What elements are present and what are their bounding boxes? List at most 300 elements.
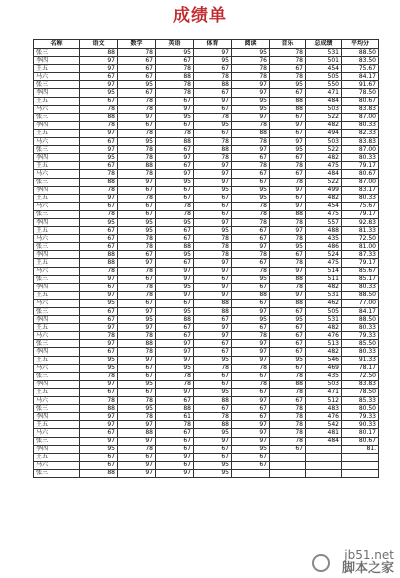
score-cell[interactable]: 78 — [270, 218, 306, 226]
score-cell[interactable]: 97 — [194, 259, 232, 267]
score-cell[interactable]: 78 — [80, 372, 118, 380]
score-cell[interactable]: 78 — [156, 380, 194, 388]
score-cell[interactable]: 88 — [156, 73, 194, 81]
name-cell[interactable]: 李四 — [34, 186, 80, 194]
name-cell[interactable]: 张三 — [34, 308, 80, 316]
score-cell[interactable]: 67 — [80, 388, 118, 396]
score-cell[interactable]: 67 — [80, 235, 118, 243]
score-cell[interactable]: 79.17 — [342, 162, 379, 170]
score-cell[interactable]: 97 — [156, 267, 194, 275]
score-cell[interactable]: 78 — [270, 283, 306, 291]
score-cell[interactable]: 97 — [194, 267, 232, 275]
score-cell[interactable]: 482 — [306, 283, 342, 291]
score-cell[interactable]: 78 — [118, 397, 156, 405]
score-cell[interactable]: 97 — [194, 332, 232, 340]
score-cell[interactable]: 88 — [156, 316, 194, 324]
column-header[interactable]: 平均分 — [342, 40, 379, 49]
score-cell[interactable]: 97 — [80, 324, 118, 332]
score-cell[interactable]: 88 — [232, 129, 270, 137]
score-cell[interactable]: 97 — [118, 259, 156, 267]
score-cell[interactable] — [306, 445, 342, 453]
score-cell[interactable]: 67 — [232, 405, 270, 413]
name-cell[interactable]: 马六 — [34, 332, 80, 340]
score-cell[interactable]: 67 — [194, 89, 232, 97]
name-cell[interactable]: 马六 — [34, 429, 80, 437]
score-cell[interactable]: 67 — [118, 453, 156, 461]
score-cell[interactable]: 95 — [232, 445, 270, 453]
score-cell[interactable]: 95 — [232, 275, 270, 283]
score-cell[interactable]: 95 — [194, 388, 232, 396]
score-cell[interactable]: 85.17 — [342, 275, 379, 283]
score-cell[interactable]: 88 — [270, 105, 306, 113]
name-cell[interactable]: 张三 — [34, 275, 80, 283]
score-cell[interactable]: 522 — [306, 178, 342, 186]
score-cell[interactable]: 484 — [306, 437, 342, 445]
score-cell[interactable]: 78 — [118, 235, 156, 243]
score-cell[interactable]: 67 — [118, 73, 156, 81]
score-cell[interactable]: 67 — [194, 316, 232, 324]
score-cell[interactable]: 67 — [270, 129, 306, 137]
score-cell[interactable]: 97 — [118, 437, 156, 445]
score-cell[interactable]: 97 — [232, 308, 270, 316]
score-cell[interactable]: 67 — [118, 186, 156, 194]
name-cell[interactable]: 张三 — [34, 469, 80, 477]
score-cell[interactable]: 97 — [194, 170, 232, 178]
score-cell[interactable]: 95 — [194, 57, 232, 65]
score-cell[interactable]: 97 — [118, 356, 156, 364]
score-cell[interactable]: 97 — [270, 186, 306, 194]
column-header[interactable]: 语文 — [80, 40, 118, 49]
score-cell[interactable]: 87.00 — [342, 178, 379, 186]
score-cell[interactable]: 78 — [232, 202, 270, 210]
score-cell[interactable]: 67 — [270, 170, 306, 178]
score-cell[interactable]: 78 — [270, 437, 306, 445]
score-cell[interactable]: 95 — [194, 469, 232, 477]
score-cell[interactable]: 80.33 — [342, 348, 379, 356]
name-cell[interactable]: 王五 — [34, 129, 80, 137]
score-cell[interactable]: 503 — [306, 380, 342, 388]
score-cell[interactable]: 97 — [80, 194, 118, 202]
score-cell[interactable]: 78 — [270, 372, 306, 380]
score-cell[interactable]: 97 — [156, 469, 194, 477]
score-cell[interactable]: 78 — [270, 421, 306, 429]
score-cell[interactable]: 78 — [194, 243, 232, 251]
score-cell[interactable]: 95 — [156, 283, 194, 291]
score-cell[interactable]: 67 — [232, 413, 270, 421]
name-cell[interactable]: 张三 — [34, 113, 80, 121]
score-cell[interactable]: 67 — [156, 461, 194, 469]
column-header[interactable]: 名称 — [34, 40, 80, 49]
score-cell[interactable]: 88 — [194, 81, 232, 89]
score-cell[interactable]: 84.17 — [342, 308, 379, 316]
score-cell[interactable]: 67 — [194, 380, 232, 388]
score-cell[interactable]: 88 — [194, 308, 232, 316]
score-cell[interactable]: 97 — [118, 421, 156, 429]
score-cell[interactable]: 67 — [232, 178, 270, 186]
score-cell[interactable]: 67 — [232, 235, 270, 243]
score-cell[interactable]: 88 — [194, 146, 232, 154]
name-cell[interactable]: 马六 — [34, 364, 80, 372]
score-cell[interactable]: 95 — [156, 251, 194, 259]
name-cell[interactable]: 李四 — [34, 348, 80, 356]
score-cell[interactable]: 78 — [194, 73, 232, 81]
score-cell[interactable]: 97 — [194, 97, 232, 105]
name-cell[interactable]: 马六 — [34, 202, 80, 210]
score-cell[interactable]: 61 — [156, 413, 194, 421]
score-cell[interactable]: 522 — [306, 146, 342, 154]
score-cell[interactable]: 78 — [194, 235, 232, 243]
score-cell[interactable]: 513 — [306, 340, 342, 348]
score-cell[interactable]: 78 — [270, 162, 306, 170]
score-cell[interactable]: 97 — [232, 356, 270, 364]
score-cell[interactable]: 67 — [156, 186, 194, 194]
score-cell[interactable]: 67 — [80, 202, 118, 210]
score-cell[interactable]: 67 — [118, 388, 156, 396]
score-cell[interactable]: 97 — [118, 469, 156, 477]
score-cell[interactable]: 499 — [306, 186, 342, 194]
score-cell[interactable]: 97 — [232, 89, 270, 97]
score-cell[interactable]: 78 — [270, 259, 306, 267]
score-cell[interactable]: 97 — [80, 129, 118, 137]
score-cell[interactable]: 81.00 — [342, 243, 379, 251]
score-cell[interactable]: 482 — [306, 348, 342, 356]
name-cell[interactable]: 王五 — [34, 453, 80, 461]
score-cell[interactable]: 97 — [232, 437, 270, 445]
score-cell[interactable]: 78 — [118, 146, 156, 154]
score-cell[interactable]: 531 — [306, 316, 342, 324]
score-cell[interactable]: 67 — [270, 324, 306, 332]
score-cell[interactable]: 95 — [232, 97, 270, 105]
score-cell[interactable]: 67 — [194, 445, 232, 453]
score-cell[interactable]: 67 — [156, 324, 194, 332]
score-cell[interactable]: 78 — [232, 332, 270, 340]
score-cell[interactable]: 95 — [118, 138, 156, 146]
name-cell[interactable]: 李四 — [34, 316, 80, 324]
score-cell[interactable]: 475 — [306, 210, 342, 218]
score-cell[interactable]: 97 — [194, 218, 232, 226]
name-cell[interactable]: 马六 — [34, 235, 80, 243]
name-cell[interactable]: 马六 — [34, 267, 80, 275]
score-cell[interactable]: 78 — [156, 129, 194, 137]
score-cell[interactable]: 78 — [232, 65, 270, 73]
column-header[interactable]: 英语 — [156, 40, 194, 49]
score-cell[interactable]: 78 — [156, 372, 194, 380]
score-cell[interactable]: 471 — [306, 388, 342, 396]
name-cell[interactable]: 李四 — [34, 445, 80, 453]
score-cell[interactable]: 80.67 — [342, 97, 379, 105]
score-cell[interactable]: 97 — [156, 340, 194, 348]
score-cell[interactable]: 78 — [118, 194, 156, 202]
score-cell[interactable]: 97 — [80, 81, 118, 89]
score-cell[interactable]: 78 — [194, 364, 232, 372]
score-cell[interactable]: 78 — [156, 89, 194, 97]
score-cell[interactable]: 97 — [270, 267, 306, 275]
score-cell[interactable]: 88 — [80, 113, 118, 121]
score-cell[interactable]: 97 — [80, 57, 118, 65]
score-cell[interactable]: 97 — [80, 380, 118, 388]
name-cell[interactable]: 王五 — [34, 194, 80, 202]
score-cell[interactable]: 97 — [118, 178, 156, 186]
name-cell[interactable]: 张三 — [34, 340, 80, 348]
score-cell[interactable]: 95 — [80, 364, 118, 372]
score-cell[interactable]: 503 — [306, 138, 342, 146]
name-cell[interactable]: 王五 — [34, 356, 80, 364]
score-cell[interactable]: 67 — [80, 308, 118, 316]
score-cell[interactable]: 95 — [232, 49, 270, 57]
score-cell[interactable]: 67 — [156, 57, 194, 65]
score-cell[interactable]: 87.00 — [342, 113, 379, 121]
score-cell[interactable] — [270, 461, 306, 469]
score-cell[interactable]: 72.50 — [342, 372, 379, 380]
score-cell[interactable]: 97 — [194, 178, 232, 186]
score-cell[interactable]: 95 — [156, 49, 194, 57]
score-cell[interactable]: 481 — [306, 429, 342, 437]
score-cell[interactable]: 78 — [156, 81, 194, 89]
score-cell[interactable]: 67 — [156, 162, 194, 170]
score-cell[interactable]: 78 — [156, 202, 194, 210]
score-cell[interactable]: 72.50 — [342, 235, 379, 243]
score-cell[interactable]: 85.67 — [342, 267, 379, 275]
score-cell[interactable]: 67 — [270, 89, 306, 97]
score-cell[interactable]: 67 — [270, 332, 306, 340]
score-cell[interactable]: 476 — [306, 413, 342, 421]
score-cell[interactable]: 67 — [118, 275, 156, 283]
name-cell[interactable]: 马六 — [34, 138, 80, 146]
column-header[interactable]: 总成绩 — [306, 40, 342, 49]
score-cell[interactable]: 88 — [80, 259, 118, 267]
name-cell[interactable]: 马六 — [34, 299, 80, 307]
column-header[interactable]: 音乐 — [270, 40, 306, 49]
score-cell[interactable]: 83.83 — [342, 105, 379, 113]
name-cell[interactable]: 李四 — [34, 57, 80, 65]
score-cell[interactable]: 67 — [270, 194, 306, 202]
score-cell[interactable]: 75.67 — [342, 202, 379, 210]
score-cell[interactable]: 435 — [306, 235, 342, 243]
score-cell[interactable]: 92.83 — [342, 218, 379, 226]
score-cell[interactable] — [270, 453, 306, 461]
score-cell[interactable]: 97 — [232, 243, 270, 251]
score-cell[interactable]: 78 — [232, 138, 270, 146]
score-cell[interactable]: 78 — [232, 364, 270, 372]
name-cell[interactable]: 王五 — [34, 65, 80, 73]
score-cell[interactable]: 79.17 — [342, 259, 379, 267]
score-cell[interactable]: 95 — [194, 186, 232, 194]
score-cell[interactable]: 67 — [194, 65, 232, 73]
score-cell[interactable]: 78 — [118, 243, 156, 251]
score-cell[interactable]: 78 — [270, 413, 306, 421]
score-cell[interactable]: 97 — [156, 348, 194, 356]
score-cell[interactable]: 67 — [118, 251, 156, 259]
score-cell[interactable]: 78 — [80, 210, 118, 218]
score-cell[interactable]: 67 — [80, 453, 118, 461]
score-cell[interactable]: 514 — [306, 267, 342, 275]
score-cell[interactable]: 80.33 — [342, 121, 379, 129]
score-cell[interactable]: 97 — [232, 340, 270, 348]
score-cell[interactable]: 557 — [306, 218, 342, 226]
score-cell[interactable]: 78 — [232, 251, 270, 259]
score-cell[interactable]: 511 — [306, 275, 342, 283]
score-cell[interactable]: 85.50 — [342, 340, 379, 348]
score-cell[interactable]: 67 — [156, 227, 194, 235]
score-cell[interactable]: 95 — [194, 356, 232, 364]
score-cell[interactable]: 524 — [306, 251, 342, 259]
score-cell[interactable]: 475 — [306, 162, 342, 170]
name-cell[interactable]: 马六 — [34, 73, 80, 81]
score-cell[interactable]: 78 — [118, 97, 156, 105]
score-cell[interactable]: 88 — [270, 299, 306, 307]
score-cell[interactable]: 484 — [306, 97, 342, 105]
score-cell[interactable]: 82.33 — [342, 129, 379, 137]
score-cell[interactable]: 97 — [270, 291, 306, 299]
score-cell[interactable]: 95 — [194, 461, 232, 469]
score-cell[interactable]: 88 — [194, 421, 232, 429]
score-cell[interactable]: 494 — [306, 129, 342, 137]
score-cell[interactable]: 97 — [194, 49, 232, 57]
score-cell[interactable]: 78 — [270, 235, 306, 243]
score-cell[interactable]: 97 — [270, 227, 306, 235]
score-cell[interactable]: 67 — [232, 259, 270, 267]
score-cell[interactable]: 78 — [118, 267, 156, 275]
name-cell[interactable]: 李四 — [34, 154, 80, 162]
score-cell[interactable]: 67 — [194, 129, 232, 137]
score-cell[interactable]: 97 — [194, 437, 232, 445]
score-cell[interactable]: 78 — [118, 445, 156, 453]
score-cell[interactable]: 95 — [80, 356, 118, 364]
score-cell[interactable]: 482 — [306, 154, 342, 162]
score-cell[interactable]: 88 — [232, 291, 270, 299]
score-cell[interactable]: 97 — [80, 275, 118, 283]
score-cell[interactable]: 95 — [270, 356, 306, 364]
score-cell[interactable]: 67 — [80, 162, 118, 170]
score-cell[interactable]: 95 — [156, 308, 194, 316]
score-cell[interactable]: 97 — [80, 413, 118, 421]
score-cell[interactable]: 95 — [80, 445, 118, 453]
score-cell[interactable]: 97 — [156, 388, 194, 396]
score-cell[interactable]: 475 — [306, 259, 342, 267]
score-cell[interactable] — [306, 469, 342, 477]
score-cell[interactable]: 97 — [270, 121, 306, 129]
score-cell[interactable]: 88.50 — [342, 291, 379, 299]
score-cell[interactable]: 67 — [118, 364, 156, 372]
score-cell[interactable]: 97 — [232, 421, 270, 429]
score-cell[interactable] — [342, 469, 379, 477]
score-cell[interactable]: 67 — [80, 227, 118, 235]
score-cell[interactable]: 80.67 — [342, 170, 379, 178]
score-cell[interactable]: 67 — [194, 210, 232, 218]
score-cell[interactable]: 67 — [270, 154, 306, 162]
score-cell[interactable]: 78 — [80, 397, 118, 405]
score-cell[interactable]: 67 — [156, 397, 194, 405]
score-cell[interactable]: 97 — [232, 429, 270, 437]
score-cell[interactable]: 67 — [194, 372, 232, 380]
score-cell[interactable]: 78 — [270, 405, 306, 413]
score-cell[interactable]: 67 — [80, 138, 118, 146]
score-cell[interactable]: 95 — [80, 299, 118, 307]
score-cell[interactable]: 88 — [80, 251, 118, 259]
score-cell[interactable]: 84.17 — [342, 73, 379, 81]
name-cell[interactable]: 马六 — [34, 170, 80, 178]
score-cell[interactable]: 67 — [194, 194, 232, 202]
score-cell[interactable]: 88 — [194, 299, 232, 307]
name-cell[interactable]: 张三 — [34, 405, 80, 413]
score-cell[interactable]: 79.17 — [342, 210, 379, 218]
score-cell[interactable]: 67 — [156, 299, 194, 307]
score-cell[interactable]: 78 — [194, 251, 232, 259]
score-cell[interactable]: 78 — [80, 170, 118, 178]
score-cell[interactable]: 78 — [270, 429, 306, 437]
score-cell[interactable]: 67 — [270, 348, 306, 356]
score-cell[interactable]: 78 — [118, 105, 156, 113]
score-cell[interactable] — [342, 461, 379, 469]
score-cell[interactable] — [232, 469, 270, 477]
score-cell[interactable]: 67 — [156, 437, 194, 445]
score-cell[interactable]: 78.17 — [342, 364, 379, 372]
score-cell[interactable]: 78 — [156, 210, 194, 218]
score-cell[interactable]: 88 — [270, 97, 306, 105]
score-cell[interactable]: 67 — [156, 332, 194, 340]
score-cell[interactable]: 512 — [306, 397, 342, 405]
score-cell[interactable]: 88 — [156, 405, 194, 413]
score-cell[interactable]: 522 — [306, 113, 342, 121]
name-cell[interactable]: 王五 — [34, 324, 80, 332]
score-cell[interactable]: 80.50 — [342, 405, 379, 413]
score-cell[interactable]: 67 — [270, 308, 306, 316]
score-cell[interactable]: 67 — [270, 251, 306, 259]
score-cell[interactable]: 97 — [80, 340, 118, 348]
score-cell[interactable]: 97 — [232, 113, 270, 121]
score-cell[interactable]: 95 — [118, 227, 156, 235]
score-cell[interactable]: 546 — [306, 356, 342, 364]
score-cell[interactable]: 67 — [80, 73, 118, 81]
score-cell[interactable]: 67 — [156, 235, 194, 243]
score-cell[interactable]: 78 — [270, 178, 306, 186]
score-cell[interactable]: 95 — [232, 194, 270, 202]
score-cell[interactable]: 80.17 — [342, 429, 379, 437]
name-cell[interactable]: 张三 — [34, 437, 80, 445]
score-cell[interactable]: 78 — [194, 154, 232, 162]
name-cell[interactable]: 王五 — [34, 227, 80, 235]
score-cell[interactable]: 88 — [118, 162, 156, 170]
score-cell[interactable]: 78 — [194, 113, 232, 121]
score-cell[interactable]: 88 — [80, 405, 118, 413]
score-cell[interactable]: 488 — [306, 227, 342, 235]
score-cell[interactable]: 95 — [118, 380, 156, 388]
score-cell[interactable]: 67 — [80, 429, 118, 437]
score-cell[interactable]: 67 — [156, 445, 194, 453]
score-cell[interactable]: 97 — [194, 283, 232, 291]
score-cell[interactable]: 78 — [232, 210, 270, 218]
score-cell[interactable]: 78 — [232, 218, 270, 226]
score-cell[interactable]: 78 — [270, 73, 306, 81]
score-cell[interactable]: 484 — [306, 170, 342, 178]
score-cell[interactable]: 67 — [232, 324, 270, 332]
column-header[interactable]: 数学 — [118, 40, 156, 49]
score-cell[interactable]: 78 — [118, 49, 156, 57]
score-cell[interactable]: 95 — [80, 154, 118, 162]
score-cell[interactable]: 67 — [118, 89, 156, 97]
score-cell[interactable]: 83.50 — [342, 57, 379, 65]
score-cell[interactable]: 78 — [118, 348, 156, 356]
score-cell[interactable]: 97 — [80, 65, 118, 73]
score-cell[interactable]: 95 — [194, 227, 232, 235]
score-cell[interactable]: 88.50 — [342, 316, 379, 324]
score-cell[interactable]: 95 — [270, 243, 306, 251]
score-cell[interactable]: 95 — [270, 316, 306, 324]
score-cell[interactable]: 76 — [232, 57, 270, 65]
score-cell[interactable]: 83.83 — [342, 138, 379, 146]
score-cell[interactable]: 91.33 — [342, 356, 379, 364]
score-cell[interactable]: 97 — [118, 324, 156, 332]
